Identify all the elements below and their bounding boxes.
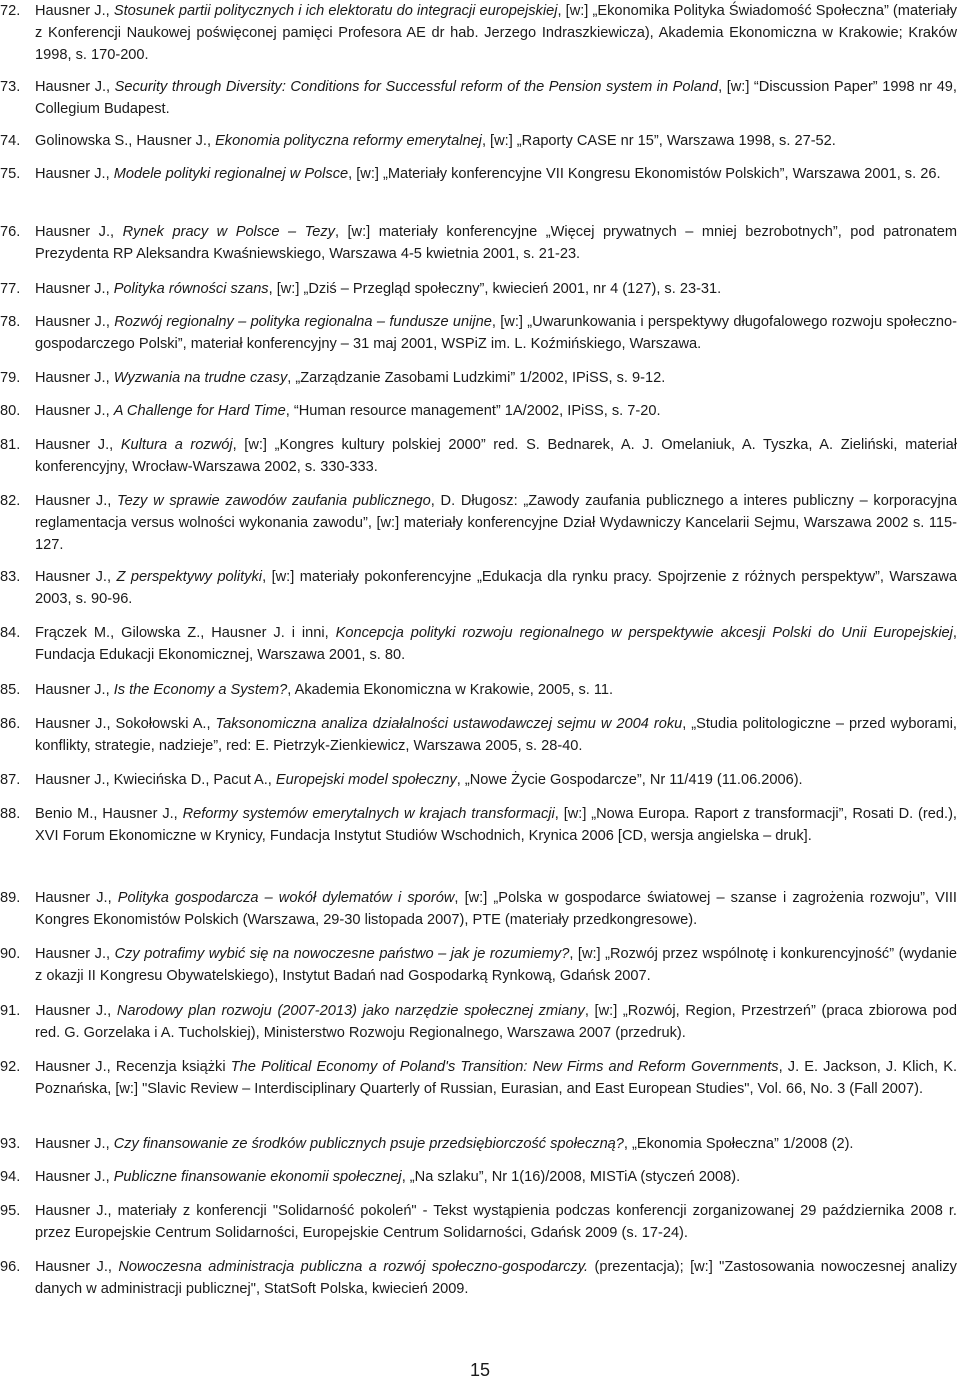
bibliography-entry bbox=[0, 490, 960, 556]
bibliography-entry bbox=[0, 0, 960, 66]
entry-title: Czy potrafimy wybić się na nowoczesne państwo – jak je rozumiemy? bbox=[114, 946, 570, 962]
entry-text bbox=[35, 311, 957, 355]
entry-title: Stosunek partii politycznych i ich elektoratu do integracji europejskiej bbox=[113, 3, 558, 19]
entry-text-segment: Hausner J., bbox=[35, 682, 114, 698]
entry-text-segment: , [w:] materiały konferencyjne „Więcej prywatnych – mniej bezrobotnych”, pod patronatem Prezydenta RP Aleksandra Kwaśniewskiego, Warszawa 4-5 kwietnia 2001, s. 21-23. bbox=[35, 224, 957, 262]
entry-text-segment: , [w:] „Raporty CASE nr 15”, Warszawa 1998, s. 27-52. bbox=[481, 133, 836, 149]
entry-text-segment: Hausner J., bbox=[35, 569, 117, 585]
entry-title: Is the Economy a System? bbox=[113, 682, 288, 698]
entry-text-segment: Hausner J., bbox=[35, 314, 115, 330]
entry-text bbox=[35, 163, 957, 185]
entry-text-segment: , J. E. Jackson, J. Klich, K. Poznańska, [w:] "Slavic Review – Interdisciplinary Quarterly of Russian, Eurasian, and East European Studies", Vol. 66, No. 3 (Fall 2007). bbox=[35, 1059, 958, 1097]
entry-text-segment: , [w:] „Polska w gospodarce światowej – szanse i zagrożenia rozwoju”, VIII Kongres Ekonomistów Polskich (Warszawa, 29-30 listopada 2007), PTE (materiały przedkongresowe). bbox=[35, 890, 957, 928]
entry-title: Wyzwania na trudne czasy bbox=[113, 370, 288, 386]
entry-number: 91. bbox=[0, 1003, 21, 1019]
bibliography-entry bbox=[0, 1200, 960, 1244]
entry-title: Koncepcja polityki rozwoju regionalnego w perspektywie akcesji Polski do Unii Europejskiej bbox=[335, 625, 953, 641]
entry-text-segment: Hausner J., bbox=[35, 1136, 114, 1152]
entry-text bbox=[35, 803, 957, 847]
entry-text bbox=[35, 1256, 957, 1300]
entry-text-segment: Hausner J., Recenzja książki bbox=[35, 1059, 231, 1075]
entry-text bbox=[35, 887, 957, 931]
bibliography-entry bbox=[0, 769, 960, 791]
entry-text bbox=[35, 1200, 957, 1244]
entry-title: Czy finansowanie ze środków publicznych psuje przedsiębiorczość społeczną? bbox=[113, 1136, 624, 1152]
entry-text-segment: Hausner J., bbox=[35, 1003, 117, 1019]
entry-text-segment: , [w:] „Rozwój przez wspólnotę i konkurencyjność” (wydanie z okazji II Kongresu Obywatelskiego), Instytut Badań nad Gospodarką Rynkową, Gdańsk 2007. bbox=[35, 946, 957, 984]
entry-title: Polityka równości szans bbox=[113, 281, 269, 297]
entry-text bbox=[35, 1056, 957, 1100]
entry-title: Modele polityki regionalnej w Polsce bbox=[113, 166, 349, 182]
entry-text bbox=[35, 769, 957, 791]
entry-title: Tezy w sprawie zawodów zaufania publicznego bbox=[117, 493, 431, 509]
entry-number: 86. bbox=[0, 716, 21, 732]
entry-text-segment: Hausner J., bbox=[35, 403, 114, 419]
entry-number: 72. bbox=[0, 3, 21, 19]
entry-text-segment: Golinowska S., Hausner J., bbox=[35, 133, 216, 149]
bibliography-entry bbox=[0, 76, 960, 120]
entry-title: Kultura a rozwój bbox=[120, 437, 233, 453]
bibliography-entry bbox=[0, 1000, 960, 1044]
bibliography-entry bbox=[0, 1256, 960, 1300]
entry-text-segment: Hausner J., bbox=[35, 370, 114, 386]
bibliography-entry bbox=[0, 311, 960, 355]
bibliography-entry bbox=[0, 434, 960, 478]
entry-number: 88. bbox=[0, 806, 21, 822]
entry-title: The Political Economy of Poland's Transition: New Firms and Reform Governments bbox=[230, 1059, 779, 1075]
entry-text bbox=[35, 622, 957, 666]
entry-title: Rozwój regionalny – polityka regionalna – fundusze unijne bbox=[114, 314, 492, 330]
entry-text bbox=[35, 76, 957, 120]
bibliography-entry bbox=[0, 1166, 960, 1188]
entry-text bbox=[35, 434, 957, 478]
entry-text-segment: Hausner J., bbox=[35, 281, 114, 297]
entry-text bbox=[35, 1133, 957, 1155]
entry-number: 75. bbox=[0, 166, 21, 182]
entry-number: 77. bbox=[0, 281, 21, 297]
entry-text-segment: , [w:] „Dziś – Przegląd społeczny”, kwiecień 2001, nr 4 (127), s. 23-31. bbox=[268, 281, 722, 297]
entry-text bbox=[35, 400, 957, 422]
bibliography-entry bbox=[0, 679, 960, 701]
entry-title: Rynek pracy w Polsce – Tezy bbox=[122, 224, 335, 240]
entry-title: A Challenge for Hard Time bbox=[113, 403, 286, 419]
bibliography-entry bbox=[0, 1056, 960, 1100]
entry-text-segment: Hausner J., bbox=[35, 1259, 119, 1275]
entry-title: Publiczne finansowanie ekonomii społecznej bbox=[113, 1169, 402, 1185]
entry-number: 73. bbox=[0, 79, 21, 95]
entry-text-segment: , “Human resource management” 1A/2002, IPiSS, s. 7-20. bbox=[285, 403, 661, 419]
entry-title: Polityka gospodarcza – wokół dylematów i sporów bbox=[117, 890, 455, 906]
bibliography-entry bbox=[0, 803, 960, 847]
entry-number: 81. bbox=[0, 437, 21, 453]
entry-text-segment: Hausner J., bbox=[35, 493, 118, 509]
bibliography-entry bbox=[0, 943, 960, 987]
entry-number: 79. bbox=[0, 370, 21, 386]
entry-number: 95. bbox=[0, 1203, 21, 1219]
entry-title: Z perspektywy polityki bbox=[116, 569, 263, 585]
entry-number: 96. bbox=[0, 1259, 21, 1275]
entry-text bbox=[35, 566, 957, 610]
entry-number: 76. bbox=[0, 224, 21, 240]
entry-title: Narodowy plan rozwoju (2007-2013) jako narzędzie społecznej zmiany bbox=[116, 1003, 585, 1019]
entry-text-segment: Hausner J., bbox=[35, 946, 115, 962]
entry-text-segment: , „Ekonomia Społeczna” 1/2008 (2). bbox=[623, 1136, 854, 1152]
entry-text bbox=[35, 130, 957, 152]
entry-text bbox=[35, 943, 957, 987]
entry-number: 85. bbox=[0, 682, 21, 698]
bibliography-entry bbox=[0, 887, 960, 931]
entry-text bbox=[35, 0, 957, 66]
entry-text-segment: , Fundacja Edukacji Ekonomicznej, Warszawa 2001, s. 80. bbox=[35, 625, 957, 663]
entry-text-segment: , Akademia Ekonomiczna w Krakowie, 2005, s. 11. bbox=[287, 682, 614, 698]
entry-text-segment: , [w:] „Nowa Europa. Raport z transformacji”, Rosati D. (red.), XVI Forum Ekonomiczne w Krynicy, Fundacja Instytut Studiów Wschodnich, Krynica 2006 [CD, wersja angielska – druk]. bbox=[35, 806, 957, 844]
bibliography-entry bbox=[0, 622, 960, 666]
entry-text-segment: Benio M., Hausner J., bbox=[35, 806, 183, 822]
entry-text-segment: Hausner J., Sokołowski A., bbox=[35, 716, 216, 732]
entry-title: Ekonomia polityczna reformy emerytalnej bbox=[215, 133, 482, 149]
entry-text-segment: , [w:] “Discussion Paper” 1998 nr 49, Collegium Budapest. bbox=[35, 79, 957, 117]
bibliography-entry bbox=[0, 400, 960, 422]
entry-title: Nowoczesna administracja publiczna a rozwój społeczno-gospodarczy. bbox=[118, 1259, 589, 1275]
entry-title: Security through Diversity: Conditions for Successful reform of the Pension system in Poland bbox=[114, 79, 719, 95]
bibliography-entry bbox=[0, 221, 960, 265]
entry-text-segment: Frączek M., Gilowska Z., Hausner J. i inni, bbox=[35, 625, 336, 641]
entry-number: 80. bbox=[0, 403, 21, 419]
entry-text bbox=[35, 221, 957, 265]
entry-text-segment: , „Na szlaku”, Nr 1(16)/2008, MISTiA (styczeń 2008). bbox=[401, 1169, 741, 1185]
entry-number: 74. bbox=[0, 133, 21, 149]
entry-text bbox=[35, 1166, 957, 1188]
entry-title: Europejski model społeczny bbox=[275, 772, 457, 788]
entry-text bbox=[35, 367, 957, 389]
entry-title: Reformy systemów emerytalnych w krajach transformacji bbox=[182, 806, 555, 822]
bibliography-entry bbox=[0, 713, 960, 757]
entry-text-segment: Hausner J., bbox=[35, 3, 114, 19]
entry-number: 82. bbox=[0, 493, 21, 509]
entry-text-segment: , [w:] „Ekonomika Polityka Świadomość Społeczna” (materiały z Konferencji Naukowej poświęconej pamięci Profesora AE dr hab. Jerzego Indraszkiewicza), Akademia Ekonomiczna w Krakowie; Kraków 1998, s. 170-200. bbox=[35, 3, 957, 63]
entry-number: 78. bbox=[0, 314, 21, 330]
entry-number: 89. bbox=[0, 890, 21, 906]
entry-number: 92. bbox=[0, 1059, 21, 1075]
entry-text-segment: (prezentacja); [w:] "Zastosowania nowoczesnej analizy danych w administracji publicznej", StatSoft Polska, kwiecień 2009. bbox=[35, 1259, 957, 1297]
entry-text-segment: Hausner J., bbox=[35, 890, 118, 906]
entry-number: 87. bbox=[0, 772, 21, 788]
entry-text-segment: Hausner J., Kwiecińska D., Pacut A., bbox=[35, 772, 276, 788]
bibliography-entry bbox=[0, 278, 960, 300]
entry-number: 90. bbox=[0, 946, 21, 962]
bibliography-entry bbox=[0, 130, 960, 152]
entry-text-segment: , „Studia politologiczne – przed wyborami, konflikty, strategie, nadzieje”, red: E. Pietrzyk-Zienkiewicz, Warszawa 2005, s. 28-40. bbox=[35, 716, 957, 754]
entry-text-segment: , [w:] „Materiały konferencyjne VII Kongresu Ekonomistów Polskich”, Warszawa 2001, s. 26. bbox=[348, 166, 941, 182]
entry-text-segment: , „Nowe Życie Gospodarcze”, Nr 11/419 (11.06.2006). bbox=[456, 772, 803, 788]
bibliography-entry bbox=[0, 566, 960, 610]
entry-text-segment: Hausner J., bbox=[35, 224, 123, 240]
bibliography-entry bbox=[0, 163, 960, 185]
bibliography-entry bbox=[0, 367, 960, 389]
entry-text-segment: Hausner J., materiały z konferencji "Solidarność pokoleń" - Tekst wystąpienia podczas konferencji zorganizowanej 29 października 2008 r. przez Europejskie Centrum Solidarności, Europejskie Centrum Solidarności, Gdańsk 2009 (s. 17-24). bbox=[35, 1203, 957, 1241]
entry-text-segment: Hausner J., bbox=[35, 166, 114, 182]
entry-text-segment: , [w:] „Kongres kultury polskiej 2000” red. S. Bednarek, A. J. Omelaniuk, A. Tyszka, A. Zieliński, materiał konferencyjny, Wrocław-Warszawa 2002, s. 330-333. bbox=[35, 437, 957, 475]
entry-text bbox=[35, 1000, 957, 1044]
entry-number: 93. bbox=[0, 1136, 21, 1152]
entry-text bbox=[35, 679, 957, 701]
entry-text-segment: , [w:] „Rozwój, Region, Przestrzeń” (praca zbiorowa pod red. G. Gorzelaka i A. Tucholskiej), Ministerstwo Rozwoju Regionalnego, Warszawa 2007 (przedruk). bbox=[35, 1003, 957, 1041]
entry-text-segment: , „Zarządzanie Zasobami Ludzkimi” 1/2002, IPiSS, s. 9-12. bbox=[287, 370, 666, 386]
entry-text-segment: Hausner J., bbox=[35, 79, 115, 95]
entry-number: 83. bbox=[0, 569, 21, 585]
entry-text-segment: , [w:] „Uwarunkowania i perspektywy długofalowego rozwoju społeczno-gospodarczego Polski”, materiał konferencyjny – 31 maj 2001, WSPiZ im. L. Koźmińskiego, Warszawa. bbox=[35, 314, 957, 352]
entry-number: 94. bbox=[0, 1169, 21, 1185]
bibliography-entry bbox=[0, 1133, 960, 1155]
page-number: 15 bbox=[469, 1360, 491, 1380]
entry-text-segment: Hausner J., bbox=[35, 1169, 114, 1185]
entry-text bbox=[35, 278, 957, 300]
entry-text-segment: , [w:] materiały pokonferencyjne „Edukacja dla rynku pracy. Spojrzenie z różnych perspektyw”, Warszawa 2003, s. 90-96. bbox=[35, 569, 957, 607]
entry-text bbox=[35, 713, 957, 757]
entry-text-segment: , D. Długosz: „Zawody zaufania publicznego a interes publiczny – korporacyjna reglamentacja versus wolności wykonania zawodu”, [w:] materiały konferencyjne Dział Wydawniczy Kancelarii Sejmu, Warszawa 2002 s. 115-127. bbox=[35, 493, 957, 553]
entry-text bbox=[35, 490, 957, 556]
entry-title: Taksonomiczna analiza działalności ustawodawczej sejmu w 2004 roku bbox=[215, 716, 683, 732]
entry-text-segment: Hausner J., bbox=[35, 437, 121, 453]
entry-number: 84. bbox=[0, 625, 21, 641]
